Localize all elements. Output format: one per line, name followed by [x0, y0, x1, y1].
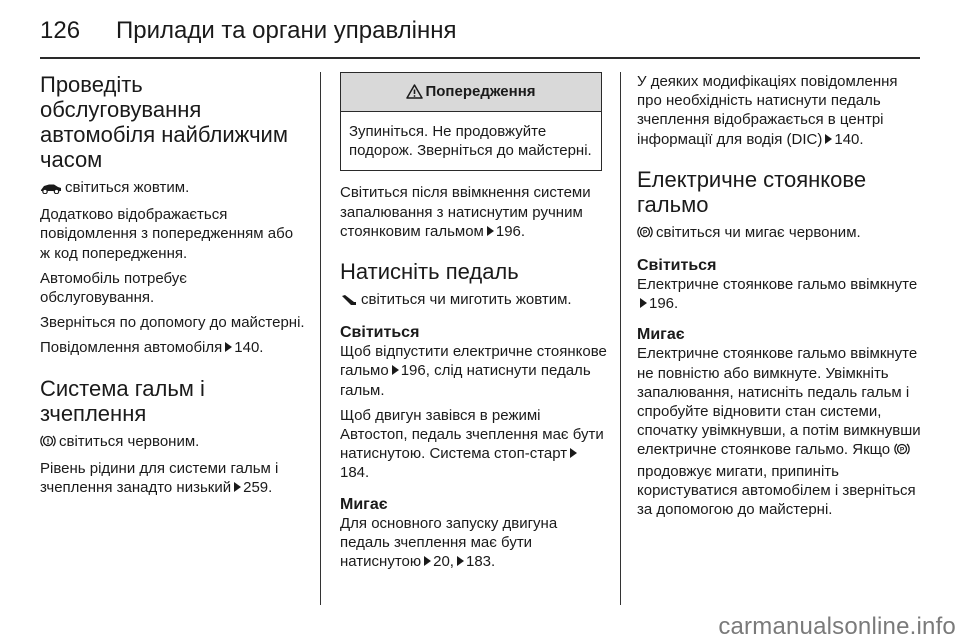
- brake-indicator-line: світиться червоним.: [40, 432, 305, 453]
- parking-lit-paragraph: Електричне стоянкове гальмо ввімкнуте196.: [637, 276, 918, 313]
- page-ref-arrow-icon: [825, 134, 832, 144]
- page-ref-arrow-icon: [225, 342, 232, 352]
- page-ref-link[interactable]: 140.: [234, 339, 264, 357]
- section-heading-service: Проведіть обслуговування автомобіля найближчим часом: [40, 72, 288, 172]
- pedal-indicator-line: світиться чи миготить жовтим.: [340, 290, 608, 311]
- section-heading-brake: Система гальм і зчеплення: [40, 375, 205, 426]
- service-paragraph-3: Зверніться по допомогу до майстерні.: [40, 314, 305, 332]
- warning-title: Попередження: [425, 83, 536, 100]
- page-ref-link[interactable]: 259.: [243, 479, 273, 497]
- page-ref-link[interactable]: 20,: [433, 553, 454, 571]
- page-ref-arrow-icon: [424, 556, 431, 566]
- column-divider-2: [620, 72, 621, 605]
- page-ref-link[interactable]: 140.: [834, 130, 864, 148]
- parking-indicator-line: P світиться чи мигає червоним.: [637, 223, 922, 244]
- svg-text:P: P: [642, 229, 648, 237]
- warning-header: [341, 73, 601, 112]
- column-divider-1: [320, 72, 321, 605]
- parking-brake-icon: [894, 442, 910, 461]
- page-number: 126: [40, 17, 81, 44]
- parking-lit-heading: Світиться: [637, 257, 717, 275]
- warning-text: Зупиніться. Не продовжуйте подорож. Зверніться до майстерні.: [349, 123, 592, 160]
- svg-text:P: P: [900, 446, 905, 454]
- page-ref-arrow-icon: [392, 365, 399, 375]
- pedal-lit-heading: Світиться: [340, 324, 420, 342]
- car-wrench-icon: [40, 180, 62, 199]
- parking-blink-heading: Мигає: [637, 326, 685, 344]
- page-ref-arrow-icon: [457, 556, 464, 566]
- watermark: carmanualsonline.info: [718, 613, 956, 640]
- parking-blink-paragraph: Електричне стоянкове гальмо ввімкнуте не повністю або вимкнуте. Увімкніть запалювання, натисніть педаль гальм і спробуйте відновити стан системи, спочатку увімкнувши, а потім вимкнувши електричне стоянкове гальмо. Якщо P продовжує мигати, припиніть користуватися автомобілем і зверніться за допомогою до майстерні.: [637, 345, 921, 519]
- page-ref-link[interactable]: 196.: [495, 222, 526, 240]
- pedal-blink-heading: Мигає: [340, 495, 388, 513]
- page-ref-link[interactable]: 196, слід натиснути педаль гальм.: [340, 362, 591, 399]
- page-ref-arrow-icon: [570, 448, 577, 458]
- service-indicator-line: світиться жовтим.: [40, 178, 305, 199]
- page-ref-arrow-icon: [487, 226, 494, 236]
- page-ref-arrow-icon: [234, 482, 241, 492]
- page-header: [40, 16, 920, 50]
- column-1: [40, 72, 305, 497]
- section-heading-pedal: Натисніть педаль: [340, 259, 519, 285]
- service-paragraph-2: Автомобіль потребує обслуговування.: [40, 269, 187, 307]
- pedal-lit-paragraph-2: Щоб двигун завівся в режимі Автостоп, педаль зчеплення має бути натиснутою. Система стоп-старт184.: [340, 406, 604, 482]
- service-paragraph-1: Додатково відображається повідомлення з попередженням або ж код попередження.: [40, 206, 294, 262]
- page-ref-link[interactable]: 184.: [340, 464, 370, 482]
- section-heading-parking-brake: Електричне стоянкове гальмо: [637, 166, 867, 217]
- service-paragraph-4: Повідомлення автомобіля 140.: [40, 339, 264, 357]
- page-ref-link[interactable]: 196.: [649, 295, 679, 313]
- pedal-lit-paragraph-1: Щоб відпустити електричне стоянкове гальмо 196, слід натиснути педаль гальм.: [340, 343, 607, 399]
- page-ref-link[interactable]: 183.: [465, 553, 496, 571]
- warning-triangle-icon: [406, 76, 423, 114]
- page-title: Прилади та органи управління: [116, 17, 457, 44]
- page-ref-arrow-icon: [640, 298, 647, 308]
- brake-paragraph-1: Рівень рідини для системи гальм і зчеплення занадто низький 259.: [40, 459, 279, 497]
- header-divider: [40, 57, 920, 59]
- pedal-icon: [340, 292, 358, 311]
- dic-intro-paragraph: У деяких модифікаціях повідомлення про необхідність натиснути педаль зчеплення відображається в центрі інформації для водія (DIC) 140.: [637, 73, 898, 148]
- warning-body: [341, 112, 601, 170]
- pedal-blink-paragraph: Для основного запуску двигуна педаль зчеплення має бути натиснутою 20, 183.: [340, 514, 558, 571]
- after-warning-paragraph: Світиться після ввімкнення системи запалювання з натиснутим ручним стоянковим гальмом 196.: [340, 184, 591, 240]
- warning-box: [340, 72, 602, 171]
- parking-brake-icon: [637, 225, 653, 244]
- column-2: [340, 72, 608, 571]
- column-3: [637, 72, 922, 519]
- brake-circle-icon: [40, 434, 56, 453]
